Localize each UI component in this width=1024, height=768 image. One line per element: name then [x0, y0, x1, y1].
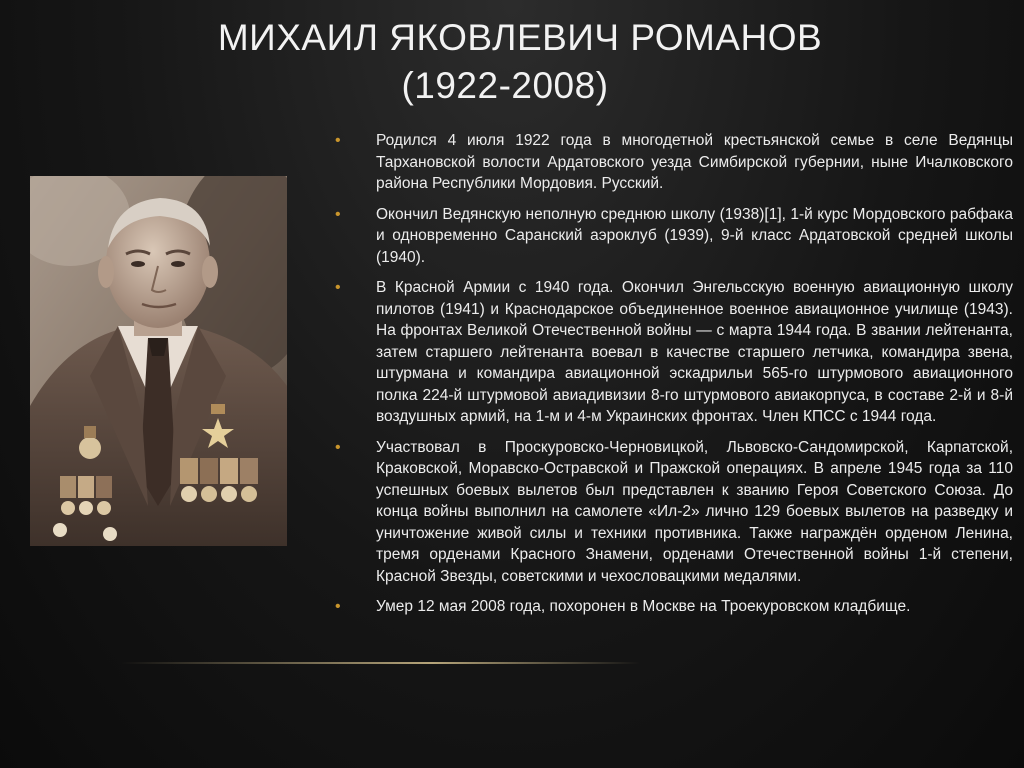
list-item: [335, 596, 1013, 618]
decorative-divider: [120, 662, 640, 664]
portrait-photo: [30, 176, 287, 546]
title-name: МИХАИЛ ЯКОВЛЕВИЧ РОМАНОВ: [217, 17, 823, 58]
list-item-text: Умер 12 мая 2008 года, похоронен в Москве на Троекуровском кладбище.: [376, 598, 911, 615]
list-item-text: В Красной Армии с 1940 года. Окончил Энгельсскую военную авиационную школу пилотов (1941) и Краснодарское объединенное военное авиационное училище (1943). На фронтах Великой Отечественной войны — с марта 1944 года. В звании лейтенанта, затем старшего лейтенанта воевал в качестве старшего летчика, командира звена, штурмана и командира авиационной эскадрильи 565-го штурмового авиационного полка 224-й штурмовой авиадивизии 8-го штурмового авиакорпуса, в составе 2-й и 8-й воздушных армий, на 1-м и 4-м Украинских фронтах. Член КПСС с 1944 года.: [376, 279, 1013, 425]
biography-list: [335, 130, 1013, 627]
list-item-text: Участвовал в Проскуровско-Черновицкой, Львовско-Сандомирской, Карпатской, Краковской, Моравско-Остравской и Пражской операциях. В апреле 1945 года за 110 успешных боевых вылетов был представлен к званию Героя Советского Союза. До конца войны выполнил на самолете «Ил-2» лично 129 боевых вылетов на разведку и уничтожение живой силы и техники противника. Также награждён орденом Ленина, тремя орденами Красного Знамени, орденами Отечественной войны 1-й степени, Красной Звезды, советскими и чехословацкими медалями.: [376, 438, 1013, 585]
slide-title: [160, 14, 880, 110]
list-item-text: Родился 4 июля 1922 года в многодетной крестьянской семье в селе Ведянцы Тархановской волости Ардатовского уезда Симбирской губернии, ныне Ичалковского района Республики Мордовия. Русский.: [376, 132, 1013, 192]
bullet-icon: •: [335, 438, 341, 456]
list-item: [335, 204, 1013, 269]
title-years: (1922-2008): [401, 65, 609, 106]
portrait-illustration: [30, 176, 287, 546]
bullet-icon: •: [335, 205, 341, 223]
list-item: [335, 437, 1013, 588]
bullet-icon: •: [335, 598, 341, 615]
bullet-icon: •: [335, 132, 341, 149]
list-item: [335, 130, 1013, 195]
bullet-icon: •: [335, 279, 341, 296]
list-item: [335, 277, 1013, 428]
list-item-text: Окончил Ведянскую неполную среднюю школу (1938)[1], 1-й курс Мордовского рабфака и одновременно Саранский аэроклуб (1939), 9-й класс Ардатовской средней школы (1940).: [376, 205, 1013, 266]
